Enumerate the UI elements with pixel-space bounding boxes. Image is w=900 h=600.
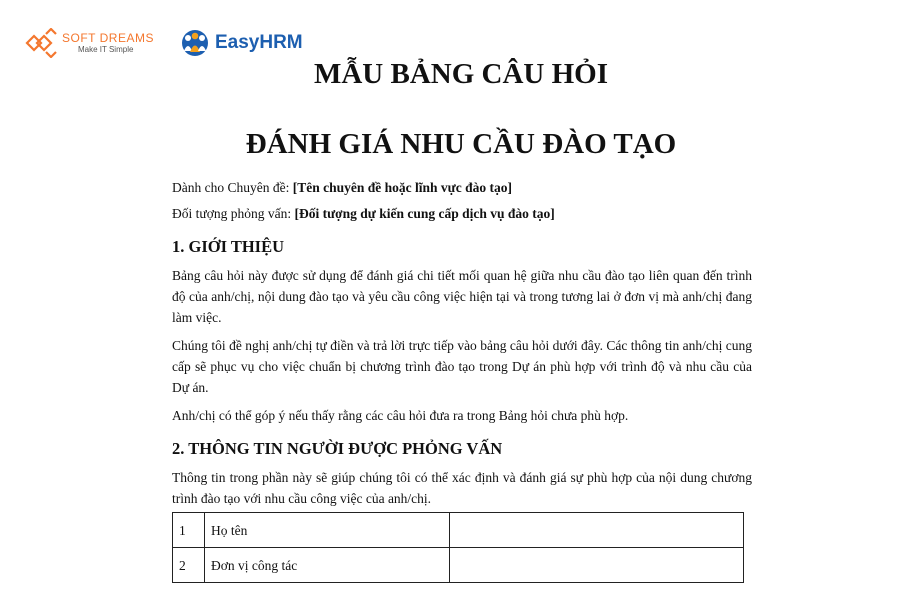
section1-heading: 1. GIỚI THIỆU <box>172 237 285 256</box>
softdreams-logo <box>24 28 154 58</box>
row-value-cell[interactable] <box>450 548 744 583</box>
target-line <box>172 203 752 224</box>
row-label: Họ tên <box>205 513 450 548</box>
document-body <box>172 177 752 583</box>
section2-heading: 2. THÔNG TIN NGƯỜI ĐƯỢC PHỎNG VẤN <box>172 439 503 458</box>
section2-intro: Thông tin trong phần này sẽ giúp chúng tôi có thể xác định và đánh giá sự phù hợp của nội dung chương trình đào tạo với nhu cầu công việc của anh/chị. <box>172 470 752 506</box>
target-value: [Đối tượng dự kiến cung cấp dịch vụ đào tạo] <box>294 206 555 221</box>
intro-paragraph-1: Bảng câu hỏi này được sử dụng để đánh giá chi tiết mối quan hệ giữa nhu cầu đào tạo liên quan đến trình độ của anh/chị, nội dung đào tạo và yêu cầu công việc hiện tại và trong tương lai ở đơn vị mà anh/chị đang làm việc. <box>172 268 752 325</box>
row-label: Đơn vị công tác <box>205 548 450 583</box>
target-label: Đối tượng phỏng vấn: <box>172 206 292 221</box>
softdreams-mark-icon <box>24 28 58 58</box>
header-logos <box>24 26 303 60</box>
topic-value: [Tên chuyên đề hoặc lĩnh vực đào tạo] <box>292 180 512 195</box>
document-title-line2: ĐÁNH GIÁ NHU CẦU ĐÀO TẠO <box>245 128 677 160</box>
easyhrm-logo <box>178 29 303 57</box>
row-number: 2 <box>173 548 205 583</box>
table-row <box>173 548 744 583</box>
intro-paragraph-2: Chúng tôi đề nghị anh/chị tự điền và trả lời trực tiếp vào bảng câu hỏi dưới đây. Các thông tin anh/chị cung cấp sẽ phục vụ cho việc chuẩn bị chương trình đào tạo trong Dự án phù hợp với trình độ và nhu cầu của Dự án. <box>172 338 752 395</box>
table-row <box>173 513 744 548</box>
row-number: 1 <box>173 513 205 548</box>
intro-paragraph-3: Anh/chị có thể góp ý nếu thấy rằng các câu hỏi đưa ra trong Bảng hỏi chưa phù hợp. <box>172 408 629 423</box>
easyhrm-name: EasyHRM <box>214 32 303 53</box>
topic-label: Dành cho Chuyên đề: <box>172 180 290 195</box>
row-value-cell[interactable] <box>450 513 744 548</box>
softdreams-name: SOFT DREAMS <box>62 31 154 45</box>
softdreams-tagline: Make IT Simple <box>78 45 134 54</box>
topic-line <box>172 177 752 198</box>
interviewee-info-table <box>172 512 744 583</box>
easyhrm-people-icon <box>178 29 212 57</box>
document-title-line1: MẪU BẢNG CÂU HỎI <box>313 58 609 90</box>
